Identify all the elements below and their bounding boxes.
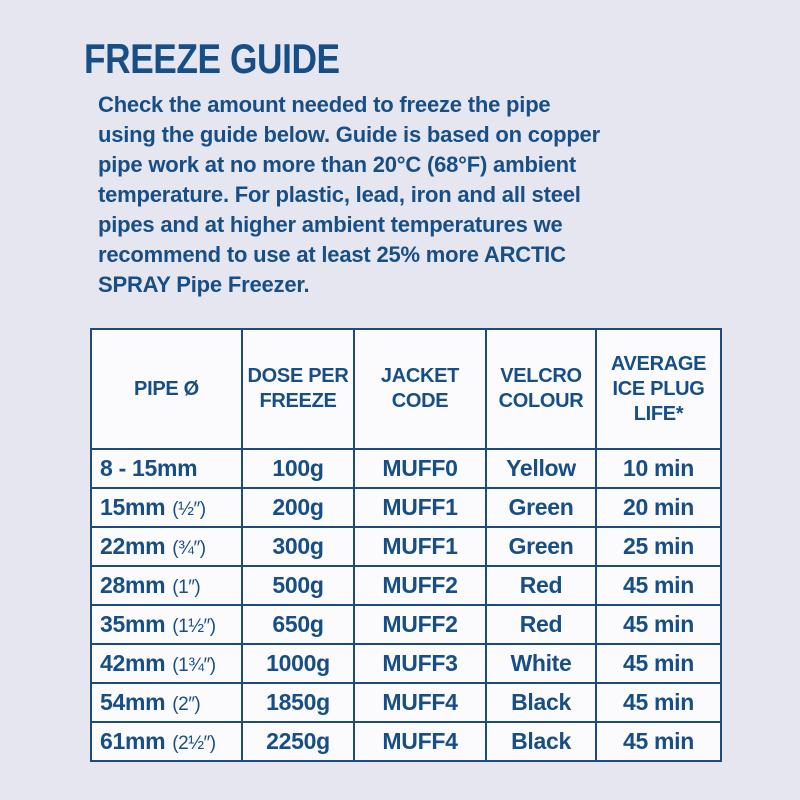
dose-cell: 2250g: [242, 722, 354, 761]
velcro-colour-cell: Green: [486, 488, 596, 527]
col-header-ice-plug-life: [596, 329, 721, 449]
ice-plug-life-cell: 25 min: [596, 527, 721, 566]
ice-plug-life-cell: 45 min: [596, 683, 721, 722]
pipe-inch-label: (1¾″): [172, 655, 216, 676]
pipe-inch-label: (¾″): [172, 538, 206, 559]
pipe-size-label: 8 - 15mm: [100, 455, 198, 481]
pipe-inch-label: (2″): [172, 694, 201, 715]
intro-line: Check the amount needed to freeze the pipe: [98, 92, 551, 117]
pipe-size-cell: [91, 605, 242, 644]
table-row: [91, 683, 721, 722]
ice-plug-life-cell: 20 min: [596, 488, 721, 527]
header-line: CODE: [391, 390, 449, 412]
col-header-dose-per-freeze: [242, 329, 354, 449]
jacket-code-cell: MUFF4: [354, 683, 486, 722]
velcro-colour-cell: Red: [486, 605, 596, 644]
pipe-size-cell: [91, 488, 242, 527]
table-row: [91, 566, 721, 605]
dose-cell: 500g: [242, 566, 354, 605]
jacket-code-cell: MUFF2: [354, 566, 486, 605]
jacket-code-cell: MUFF2: [354, 605, 486, 644]
ice-plug-life-cell: 45 min: [596, 566, 721, 605]
ice-plug-life-cell: 45 min: [596, 605, 721, 644]
col-header-velcro-colour: [486, 329, 596, 449]
velcro-colour-cell: Yellow: [486, 449, 596, 488]
pipe-size-cell: [91, 449, 242, 488]
header-line: COLOUR: [498, 390, 584, 412]
dose-cell: 300g: [242, 527, 354, 566]
pipe-size-label: 22mm: [100, 533, 166, 559]
table-row: [91, 488, 721, 527]
jacket-code-cell: MUFF0: [354, 449, 486, 488]
pipe-size-cell: [91, 644, 242, 683]
pipe-size-label: 15mm: [100, 494, 166, 520]
ice-plug-life-cell: 45 min: [596, 722, 721, 761]
ice-plug-life-cell: 45 min: [596, 644, 721, 683]
page-title: FREEZE GUIDE: [84, 35, 340, 82]
dose-cell: 100g: [242, 449, 354, 488]
table-row: [91, 644, 721, 683]
pipe-size-cell: [91, 527, 242, 566]
pipe-size-label: 42mm: [100, 650, 166, 676]
velcro-colour-cell: Green: [486, 527, 596, 566]
jacket-code-cell: MUFF1: [354, 488, 486, 527]
header-line: PIPE Ø: [134, 377, 199, 400]
header-line: FREEZE: [259, 390, 337, 412]
header-line: LIFE*: [633, 402, 684, 425]
dose-cell: 1850g: [242, 683, 354, 722]
intro-line: pipes and at higher ambient temperatures we: [98, 212, 563, 237]
pipe-size-cell: [91, 683, 242, 722]
table-row: [91, 722, 721, 761]
velcro-colour-cell: Red: [486, 566, 596, 605]
pipe-inch-label: (½″): [172, 499, 206, 520]
freeze-guide-table: [90, 328, 722, 762]
pipe-inch-label: (1″): [172, 577, 201, 598]
dose-cell: 1000g: [242, 644, 354, 683]
header-line: VELCRO: [500, 365, 582, 387]
intro-line: temperature. For plastic, lead, iron and all steel: [98, 182, 581, 207]
dose-cell: 200g: [242, 488, 354, 527]
intro-line: using the guide below. Guide is based on copper: [98, 122, 600, 147]
pipe-size-label: 54mm: [100, 689, 166, 715]
intro-line: pipe work at no more than 20°C (68°F) ambient: [98, 152, 577, 177]
table-row: [91, 527, 721, 566]
table-row: [91, 449, 721, 488]
pipe-inch-label: (1½″): [172, 616, 216, 637]
intro-line: recommend to use at least 25% more ARCTIC: [98, 242, 566, 267]
dose-cell: 650g: [242, 605, 354, 644]
velcro-colour-cell: Black: [486, 722, 596, 761]
col-header-jacket-code: [354, 329, 486, 449]
intro-paragraph: [98, 90, 600, 300]
velcro-colour-cell: Black: [486, 683, 596, 722]
header-line: JACKET: [380, 365, 460, 387]
table-row: [91, 605, 721, 644]
col-header-pipe-diameter: [91, 329, 242, 449]
jacket-code-cell: MUFF3: [354, 644, 486, 683]
pipe-size-cell: [91, 566, 242, 605]
jacket-code-cell: MUFF4: [354, 722, 486, 761]
header-line: AVERAGE: [610, 352, 707, 375]
header-line: ICE PLUG: [612, 377, 705, 400]
table-header-row: [91, 329, 721, 449]
header-line: DOSE PER: [247, 365, 349, 387]
pipe-size-label: 61mm: [100, 728, 166, 754]
velcro-colour-cell: White: [486, 644, 596, 683]
pipe-inch-label: (2½″): [172, 733, 216, 754]
jacket-code-cell: MUFF1: [354, 527, 486, 566]
pipe-size-label: 35mm: [100, 611, 166, 637]
ice-plug-life-cell: 10 min: [596, 449, 721, 488]
intro-line: SPRAY Pipe Freezer.: [98, 272, 310, 297]
pipe-size-label: 28mm: [100, 572, 166, 598]
pipe-size-cell: [91, 722, 242, 761]
